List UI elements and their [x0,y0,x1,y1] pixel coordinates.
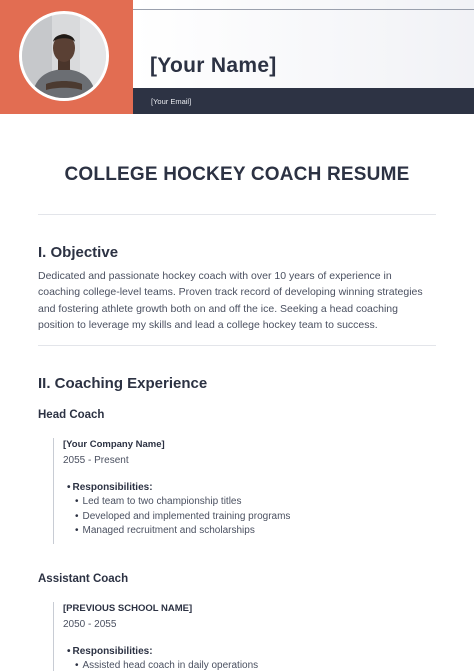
divider [133,9,474,10]
bullet-icon: • [75,510,79,522]
person-photo-icon [22,14,106,98]
resume-header [0,0,474,114]
divider [38,214,436,215]
list-item-text: Developed and implemented training programs [82,510,291,522]
bullet-icon: • [75,525,79,536]
candidate-email: [Your Email] [151,97,192,106]
company-name: [Your Company Name] [63,439,165,450]
responsibilities-label [67,645,433,659]
email-bar [133,88,474,114]
job-role: Assistant Coach [38,573,129,585]
list-item-text: Assisted head coach in daily operations [82,660,259,671]
bullet-icon: • [67,482,71,493]
responsibility-list [75,495,433,539]
job-entry [53,602,433,671]
job-role: Head Coach [38,409,105,421]
experience-heading: II. Coaching Experience [38,375,208,392]
responsibilities-label [67,481,433,495]
job-years: 2055 - Present [63,455,129,466]
resume-title: COLLEGE HOCKEY COACH RESUME [64,164,410,185]
objective-text: Dedicated and passionate hockey coach with over 10 years of experience in coaching college-level teams. Proven track record of developing winning strategies and fostering athlete growth both on and off the ice. Seeking a head coaching position to leverage my skills and lead a college hockey team to success. [38,270,423,331]
list-item-text: Managed recruitment and scholarships [82,525,255,536]
responsibility-list [75,659,433,671]
name-panel [133,0,474,88]
avatar [19,11,109,101]
list-item-text: Led team to two championship titles [82,496,242,507]
divider [38,345,436,346]
company-name: [PREVIOUS SCHOOL NAME] [63,603,193,614]
bullet-icon: • [75,660,79,671]
list-item [75,510,433,525]
list-item [75,524,433,539]
list-item [75,495,433,510]
photo-panel [0,0,133,114]
job-entry [53,438,433,544]
candidate-name: [Your Name] [150,54,277,77]
job-years: 2050 - 2055 [63,619,117,630]
responsibilities-text: Responsibilities: [72,646,153,657]
bullet-icon: • [75,496,79,507]
objective-heading: I. Objective [38,244,119,261]
responsibilities-text: Responsibilities: [72,482,153,493]
list-item [75,659,433,671]
bullet-icon: • [67,646,71,657]
